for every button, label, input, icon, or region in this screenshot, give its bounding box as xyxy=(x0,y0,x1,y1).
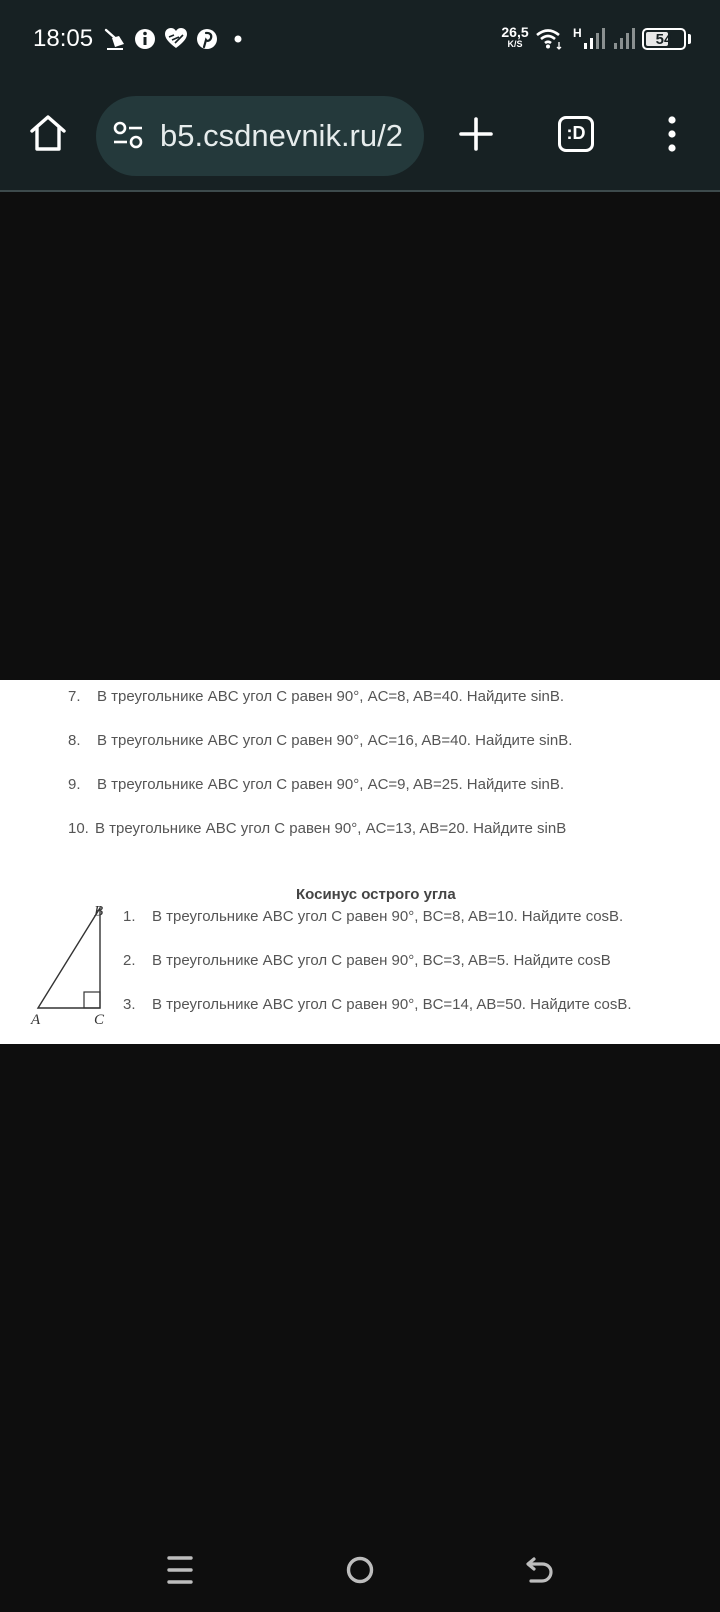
sin-item-10: 10. В треугольнике ABC угол C равен 90°, AC=13, AB=20. Найдите sinB xyxy=(68,820,567,837)
cos-item-2: 2. В треугольнике ABC угол C равен 90°, BC=3, AB=5. Найдите cosB xyxy=(123,952,611,969)
right-triangle-diagram xyxy=(28,906,112,1044)
back-icon[interactable] xyxy=(520,1550,560,1590)
network-type: H xyxy=(573,26,582,40)
sin-item-9: 9. В треугольнике ABC угол C равен 90°, AC=9, AB=25. Найдите sinB. xyxy=(68,776,565,793)
home-icon[interactable] xyxy=(28,113,68,155)
cosine-heading: Косинус острого угла xyxy=(296,886,456,903)
triangle-label-c: C xyxy=(94,1012,105,1028)
cos-item-3: 3. В треугольнике ABC угол C равен 90°, BC=14, AB=50. Найдите cosB. xyxy=(123,996,632,1013)
new-tab-icon[interactable] xyxy=(458,116,494,152)
sin-item-8: 8. В треугольнике ABC угол C равен 90°, AC=16, AB=40. Найдите sinB. xyxy=(68,732,573,749)
tab-switcher-label: :D xyxy=(566,123,586,143)
status-bar xyxy=(0,0,720,80)
system-nav-bar xyxy=(0,1534,720,1612)
home-circle-icon[interactable] xyxy=(340,1550,380,1590)
pinterest-notification-icon xyxy=(196,26,218,52)
info-notification-icon xyxy=(134,26,156,52)
battery-tip xyxy=(688,34,691,44)
network-speed: 26,5 K/S xyxy=(501,24,529,49)
menu-icon[interactable] xyxy=(160,1550,200,1590)
triangle-label-a: A xyxy=(31,1012,41,1028)
signal-strength-icon xyxy=(582,26,608,52)
document-image xyxy=(0,680,720,1044)
site-settings-icon[interactable] xyxy=(112,120,144,152)
triangle-label-b: B xyxy=(94,906,104,920)
signal-strength-2-icon xyxy=(612,26,638,52)
heart-notification-icon xyxy=(164,26,188,52)
sin-item-7: 7. В треугольнике ABC угол C равен 90°, AC=8, AB=40. Найдите sinB. xyxy=(68,688,565,705)
more-icon[interactable] xyxy=(660,114,684,154)
wifi-icon xyxy=(535,26,563,52)
address-bar[interactable] xyxy=(96,96,424,176)
status-time: 18:05 xyxy=(33,25,94,52)
cos-item-1: 1. В треугольнике ABC угол C равен 90°, BC=8, AB=10. Найдите cosB. xyxy=(123,908,624,925)
browser-toolbar xyxy=(0,80,720,192)
broom-notification-icon xyxy=(103,26,127,52)
battery-indicator: 54 xyxy=(642,28,686,50)
tab-switcher-icon[interactable] xyxy=(558,116,594,152)
url-text[interactable]: b5.csdnevnik.ru/2 xyxy=(160,118,403,153)
dot-notification-icon xyxy=(232,26,244,52)
